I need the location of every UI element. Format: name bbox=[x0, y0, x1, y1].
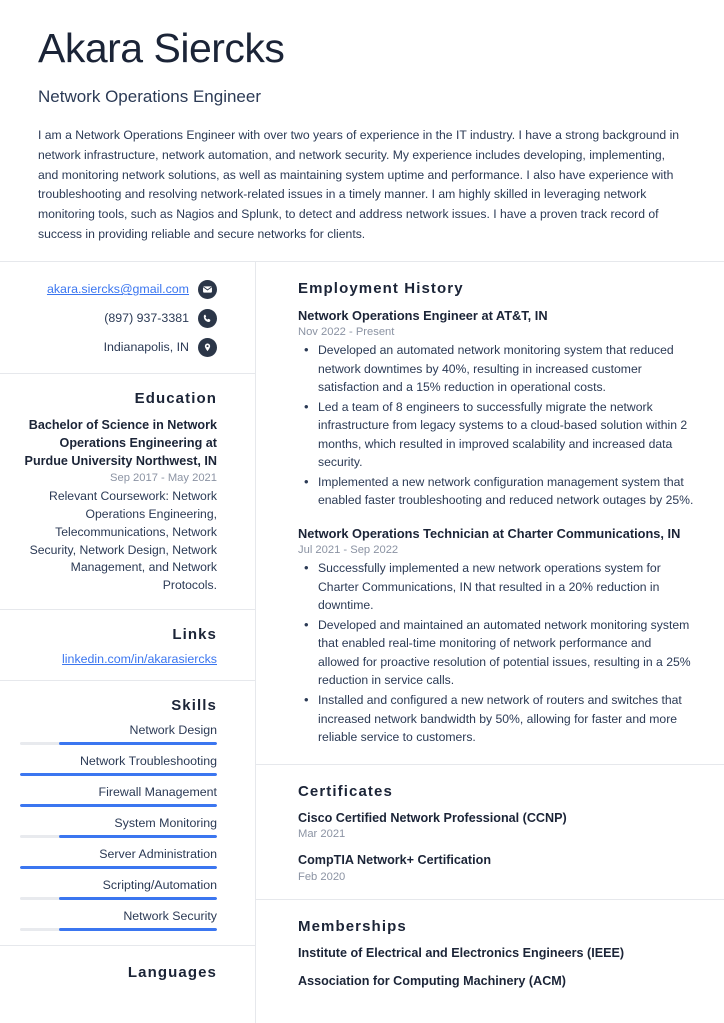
employment-heading: Employment History bbox=[298, 279, 464, 297]
skill-label: Firewall Management bbox=[98, 784, 217, 799]
memberships-heading: Memberships bbox=[298, 917, 407, 935]
email-value[interactable]: akara.siercks@gmail.com bbox=[46, 282, 189, 297]
certificate-item bbox=[298, 852, 694, 883]
skill-bar-fill bbox=[59, 897, 217, 900]
skill-bar-fill bbox=[20, 773, 217, 776]
links-section bbox=[0, 610, 255, 680]
link-item-linkedin[interactable]: linkedin.com/in/akarasiercks bbox=[62, 651, 217, 666]
certificate-title: CompTIA Network+ Certification bbox=[298, 853, 492, 868]
education-degree: Bachelor of Science in Network Operations Engineering at Purdue University Northwest, IN bbox=[24, 417, 217, 469]
skill-bar bbox=[20, 897, 217, 900]
languages-section bbox=[0, 946, 255, 1004]
envelope-icon bbox=[198, 280, 217, 299]
skill-label: Network Design bbox=[129, 722, 217, 737]
contact-details bbox=[0, 262, 255, 373]
skill-bar-fill bbox=[59, 742, 217, 745]
employment-title: Network Operations Engineer at AT&T, IN bbox=[298, 307, 548, 323]
membership-title: Association for Computing Machinery (ACM) bbox=[298, 974, 566, 989]
resume-header bbox=[0, 0, 724, 245]
employment-entry bbox=[298, 525, 694, 747]
profile-summary: I am a Network Operations Engineer with over two years of experience in the IT industry. I have a strong background in network infrastructure, network automation, and network security. My experience includes developing, implementing, and monitoring network solutions, as well as maintaining system uptime and performance. I also have experience with troubleshooting and resolving network-related issues in a timely manner. I am highly skilled in leveraging network monitoring tools, such as Nagios and Splunk, to detect and address network issues. I have a proven track record of success in providing reliable and secure networks for clients. bbox=[38, 128, 680, 241]
skill-label: Server Administration bbox=[99, 846, 217, 861]
skill-label: Scripting/Automation bbox=[102, 877, 217, 892]
skill-bar bbox=[20, 804, 217, 807]
skill-item bbox=[20, 785, 217, 807]
skill-bar bbox=[20, 773, 217, 776]
skills-heading: Skills bbox=[171, 696, 217, 714]
education-heading: Education bbox=[134, 389, 217, 407]
certificate-item bbox=[298, 810, 694, 841]
employment-entry bbox=[298, 307, 694, 510]
certificate-date: Mar 2021 bbox=[298, 828, 346, 841]
phone-value: (897) 937-3381 bbox=[104, 311, 189, 326]
skill-bar bbox=[20, 928, 217, 931]
location-value: Indianapolis, IN bbox=[103, 340, 189, 355]
contact-row-location bbox=[20, 338, 217, 357]
skill-label: Network Troubleshooting bbox=[79, 753, 217, 768]
education-description: Relevant Coursework: Network Operations Engineering, Telecommunications, Network Security, Network Design, Network Management, and Network Protocols. bbox=[29, 489, 217, 592]
bullet-item: • Installed and configured a new network of routers and switches that increased network bandwidth by 50%, allowing for faster and more reliable service to customers. bbox=[298, 691, 694, 747]
skill-bar bbox=[20, 866, 217, 869]
employment-date: Nov 2022 - Present bbox=[298, 325, 395, 338]
job-title: Network Operations Engineer bbox=[38, 87, 262, 107]
certificate-date: Feb 2020 bbox=[298, 870, 346, 883]
membership-title: Institute of Electrical and Electronics Engineers (IEEE) bbox=[298, 945, 625, 960]
sidebar-column bbox=[0, 262, 256, 1023]
bullet-item: • Implemented a new network configuration management system that enabled faster troubleshooting and reduced network outages by 25%. bbox=[298, 473, 694, 510]
skill-bar-fill bbox=[20, 866, 217, 869]
page-title: Akara Siercks bbox=[38, 25, 285, 71]
skill-bar-fill bbox=[59, 835, 217, 838]
education-date: Sep 2017 - May 2021 bbox=[110, 472, 217, 485]
employment-bullets bbox=[298, 341, 694, 510]
employment-date: Jul 2021 - Sep 2022 bbox=[298, 544, 399, 557]
skill-bar-fill bbox=[20, 804, 217, 807]
employment-title: Network Operations Technician at Charter Communications, IN bbox=[298, 525, 681, 541]
bullet-item: • Led a team of 8 engineers to successfully migrate the network infrastructure from legacy systems to a cloud-based solution within 2 months, which resulted in improved scalability and increased data security. bbox=[298, 398, 694, 472]
skill-item bbox=[20, 723, 217, 745]
skills-section bbox=[0, 681, 255, 945]
employment-section bbox=[256, 262, 724, 764]
skill-bar bbox=[20, 835, 217, 838]
main-column bbox=[256, 262, 724, 1023]
skill-item bbox=[20, 909, 217, 931]
certificates-section bbox=[256, 765, 724, 899]
bullet-item: • Successfully implemented a new network operations system for Charter Communications, IN that resulted in a 20% reduction in downtime. bbox=[298, 559, 694, 615]
skill-item bbox=[20, 816, 217, 838]
memberships-section bbox=[256, 900, 724, 1007]
skill-label: Network Security bbox=[123, 908, 217, 923]
bullet-item: • Developed and maintained an automated network monitoring system that enabled real-time monitoring of network performance and allowed for proactive resolution of potential issues, resulting in a 25% reduction in service calls. bbox=[298, 616, 694, 690]
employment-bullets bbox=[298, 559, 694, 746]
certificates-heading: Certificates bbox=[298, 782, 393, 800]
contact-row-phone[interactable] bbox=[20, 309, 217, 328]
resume-body bbox=[0, 262, 724, 1023]
membership-item bbox=[298, 973, 694, 991]
links-heading: Links bbox=[172, 625, 217, 643]
education-section bbox=[0, 374, 255, 609]
contact-row-email[interactable] bbox=[20, 280, 217, 299]
membership-item bbox=[298, 945, 694, 963]
skill-label: System Monitoring bbox=[114, 815, 217, 830]
skill-item bbox=[20, 878, 217, 900]
bullet-item: • Developed an automated network monitoring system that reduced network downtimes by 40%, resulting in increased customer satisfaction and a 15% reduction in operational costs. bbox=[298, 341, 694, 397]
skill-item bbox=[20, 754, 217, 776]
skill-bar bbox=[20, 742, 217, 745]
certificate-title: Cisco Certified Network Professional (CCNP) bbox=[298, 810, 567, 825]
phone-icon bbox=[198, 309, 217, 328]
skill-item bbox=[20, 847, 217, 869]
map-pin-icon bbox=[198, 338, 217, 357]
skill-bar-fill bbox=[59, 928, 217, 931]
languages-heading: Languages bbox=[127, 963, 217, 981]
